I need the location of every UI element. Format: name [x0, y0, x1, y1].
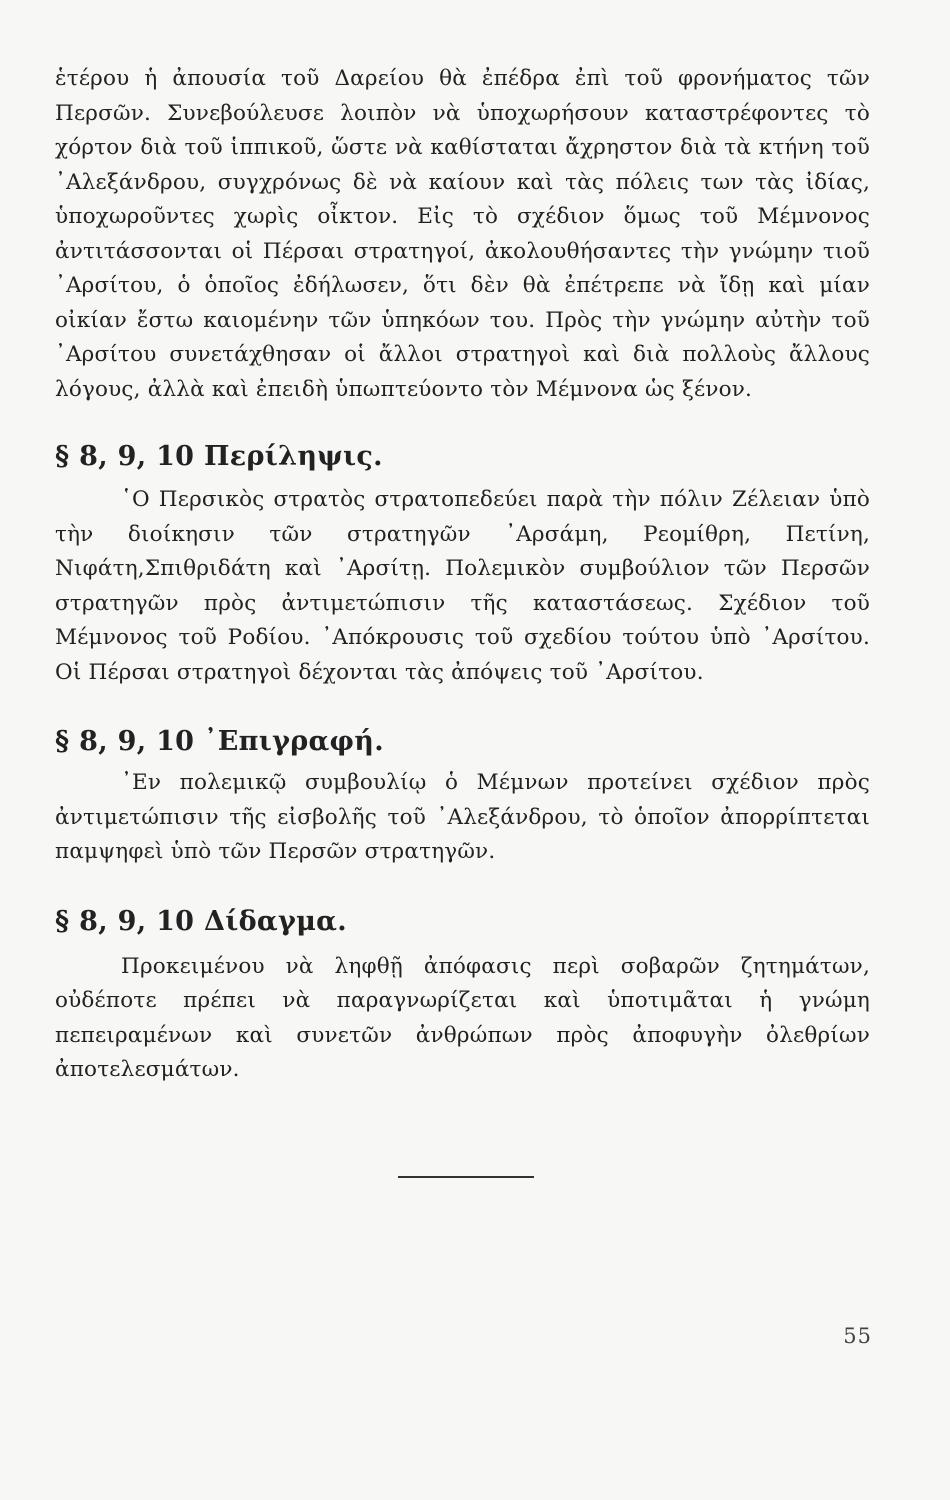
end-divider — [398, 1176, 534, 1178]
page-body — [55, 62, 870, 1088]
section-heading-inscription: § 8, 9, 10 ᾿Επιγραφή. — [55, 726, 384, 757]
lesson-paragraph: Προκειμένου νὰ ληφθῇ ἀπόφασις περὶ σοβαρῶν ζητημάτων, οὐδέποτε πρέπει νὰ παραγνωρίζεται καὶ ὑποτιμᾶται ἡ γνώμη πεπειραμένων καὶ συνετῶν ἀνθρώπων πρὸς ἀποφυγὴν ὀλεθρίων ἀποτελεσμάτων. — [55, 953, 870, 1082]
summary-paragraph: ῾Ο Περσικὸς στρατὸς στρατοπεδεύει παρὰ τὴν πόλιν Ζέλειαν ὑπὸ τὴν διοίκησιν τῶν στρατηγῶν ᾿Αρσάμη, Ρεομίθρη, Πετίνη, Νιφάτη,Σπιθριδάτη καὶ ᾿Αρσίτῃ. Πολεμικὸν συμβούλιον τῶν Περσῶν στρατηγῶν πρὸς ἀντιμετώπισιν τῆς καταστάσεως. Σχέδιον τοῦ Μέμνονος τοῦ Ροδίου. ᾿Απόκρουσις τοῦ σχεδίου τούτου ὑπὸ ᾿Αρσίτου. Οἱ Πέρσαι στρατηγοὶ δέχονται τὰς ἀπόψεις τοῦ ᾿Αρσίτου. — [55, 487, 870, 685]
intro-paragraph: ἑτέρου ἡ ἀπουσία τοῦ Δαρείου θὰ ἐπέδρα ἐπὶ τοῦ φρονήματος τῶν Περσῶν. Συνεβούλευσε λοιπὸν νὰ ὑποχωρήσουν καταστρέφοντες τὸ χόρτον διὰ τοῦ ἱππικοῦ, ὥστε νὰ καθίσταται ἄχρηστον διὰ τὰ κτήνη τοῦ ᾿Αλεξάνδρου, συγχρόνως δὲ νὰ καίουν καὶ τὰς πόλεις των τὰς ἰδίας, ὑποχωροῦντες χωρὶς οἶκτον. Εἰς τὸ σχέδιον ὅμως τοῦ Μέμνονος ἀντιτάσσονται οἱ Πέρσαι στρατηγοί, ἀκολουθήσαντες τὴν γνώμην τιοῦ ᾿Αρσίτου, ὁ ὁποῖος ἐδήλωσεν, ὅτι δὲν θὰ ἐπέτρεπε νὰ ἴδῃ καὶ μίαν οἰκίαν ἔστω καιομένην τῶν ὑπηκόων του. Πρὸς τὴν γνώμην αὐτὴν τοῦ ᾿Αρσίτου συνετάχθησαν οἱ ἄλλοι στρατηγοὶ καὶ διὰ πολλοὺς ἄλλους λόγους, ἀλλὰ καὶ ἐπειδὴ ὑπωπτεύοντο τὸν Μέμνονα ὡς ξένον. — [55, 66, 870, 402]
inscription-paragraph: ᾿Εν πολεμικῷ συμβουλίῳ ὁ Μέμνων προτείνει σχέδιον πρὸς ἀντιμετώπισιν τῆς εἰσβολῆς τοῦ ᾿Αλεξάνδρου, τὸ ὁποῖον ἀπορρίπτεται παμψηφεὶ ὑπὸ τῶν Περσῶν στρατηγῶν. — [55, 770, 870, 864]
page-number: 55 — [843, 1324, 872, 1348]
section-heading-summary: § 8, 9, 10 Περίληψις. — [55, 441, 383, 472]
section-heading-lesson: § 8, 9, 10 Δίδαγμα. — [55, 905, 347, 937]
